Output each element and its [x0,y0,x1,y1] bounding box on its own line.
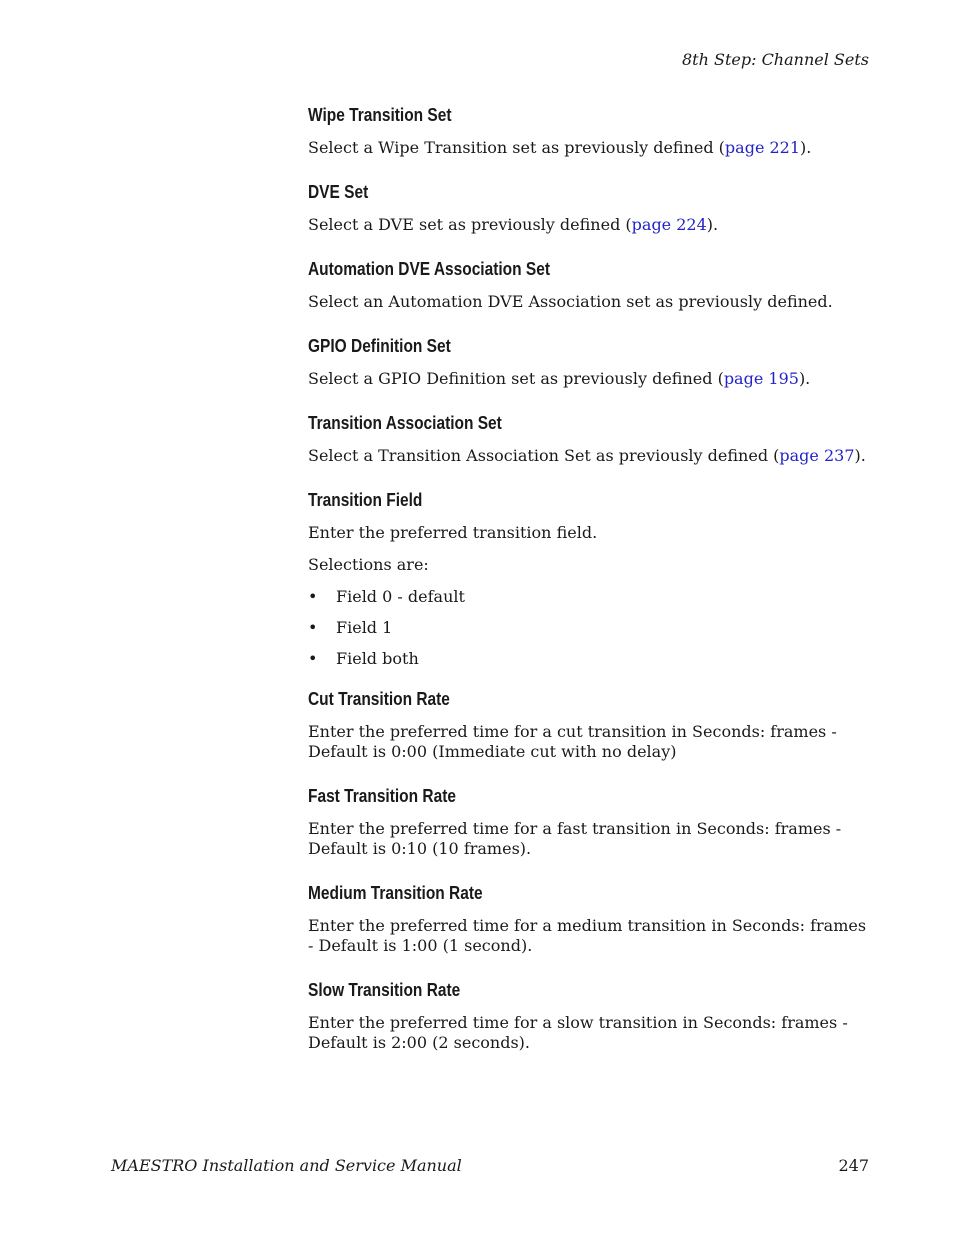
section-text [308,215,868,235]
page-195-link[interactable]: page 195 [723,369,799,388]
section-heading: Fast Transition Rate [308,786,456,806]
section-text [308,369,868,389]
section-heading: GPIO Definition Set [308,336,451,356]
selections-list [308,587,868,669]
section-heading: Transition Field [308,490,423,510]
page-221-link[interactable]: page 221 [724,138,801,157]
text-before: Select a Transition Association Set as previously defined ( [308,446,780,465]
page-number: 247 [838,1156,869,1175]
section-gpio-definition-set [308,336,868,389]
section-text: Enter the preferred time for a cut transition in Seconds: frames - Default is 0:00 (Immediate cut with no delay) [308,722,837,761]
section-automation-dve-association-set [308,259,868,312]
text-before: Select a DVE set as previously defined ( [308,215,632,234]
list-item [308,618,868,638]
text-after: ). [798,369,811,388]
page-237-link[interactable]: page 237 [779,446,855,465]
section-text: Select an Automation DVE Association set as previously defined. [308,292,833,311]
section-medium-transition-rate [308,883,868,956]
bullet-icon: • [308,649,318,668]
section-slow-transition-rate [308,980,868,1053]
section-heading: Automation DVE Association Set [308,259,550,279]
section-fast-transition-rate [308,786,868,859]
section-text: Enter the preferred time for a fast transition in Seconds: frames - Default is 0:10 (10 frames). [308,819,842,858]
list-item-text: Field both [336,649,419,668]
page-224-link[interactable]: page 224 [631,215,707,234]
section-text: Enter the preferred transition field. [308,523,598,542]
section-transition-field [308,490,868,669]
running-header: 8th Step: Channel Sets [681,50,869,69]
section-text: Enter the preferred time for a slow transition in Seconds: frames - Default is 2:00 (2 seconds). [308,1013,848,1052]
list-item-text: Field 0 - default [336,587,465,606]
section-cut-transition-rate [308,689,868,762]
list-item [308,649,868,669]
text-after: ). [706,215,719,234]
text-before: Select a GPIO Definition set as previously defined ( [308,369,724,388]
text-before: Select a Wipe Transition set as previously defined ( [308,138,725,157]
section-text: Enter the preferred time for a medium transition in Seconds: frames - Default is 1:00 (1 second). [308,916,867,955]
section-transition-association-set [308,413,868,466]
text-after: ). [854,446,866,465]
bullet-icon: • [308,587,318,606]
section-heading: Transition Association Set [308,413,502,433]
section-heading: DVE Set [308,182,369,202]
manual-title: MAESTRO Installation and Service Manual [111,1156,462,1175]
bullet-icon: • [308,618,318,637]
section-heading: Wipe Transition Set [308,105,452,125]
section-text [308,446,868,466]
page-content [308,105,868,1077]
section-dve-set [308,182,868,235]
selections-label: Selections are: [308,555,429,574]
section-text [308,138,868,158]
section-heading: Slow Transition Rate [308,980,461,1000]
section-heading: Cut Transition Rate [308,689,450,709]
page-footer [111,1156,869,1175]
section-heading: Medium Transition Rate [308,883,483,903]
text-after: ). [800,138,812,157]
list-item-text: Field 1 [336,618,393,637]
list-item [308,587,868,607]
section-wipe-transition-set [308,105,868,158]
